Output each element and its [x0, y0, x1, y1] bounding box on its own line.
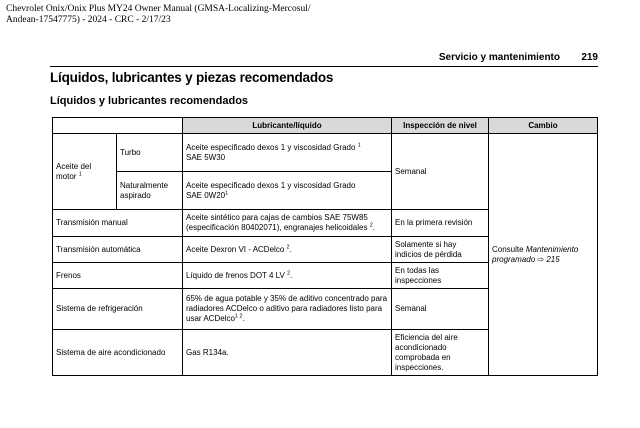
page-number: 219 — [581, 52, 598, 63]
cooling-spec: 65% de agua potable y 35% de aditivo concentrado para radiadores ACDelco o aditivo para radiadores listo para usar ACDelco$^{1 2}$. — [183, 289, 392, 330]
section-title: Servicio y mantenimiento — [438, 52, 560, 63]
page-reference: 215 — [546, 254, 560, 264]
maintenance-link[interactable]: Mantenimiento programado — [492, 244, 579, 264]
brakes-inspection: En todas las inspecciones — [392, 263, 489, 289]
header-inspection: Inspección de nivel — [392, 118, 489, 134]
header-rule — [50, 66, 598, 67]
brakes-spec: Líquido de frenos DOT 4 LV $^2$. — [183, 263, 392, 289]
header-change: Cambio — [489, 118, 598, 134]
turbo-spec: Aceite especificado dexos 1 y viscosidad Grado $^1$ SAE 5W30 — [183, 134, 392, 172]
lubricants-table — [52, 117, 598, 376]
document-header-line-1: Chevrolet Onix/Onix Plus MY24 Owner Manual (GMSA-Localizing-Mercosul/ — [6, 4, 311, 14]
document-header — [6, 4, 426, 26]
engine-oil-label: Aceite del motor $^1$ — [53, 134, 117, 210]
cooling-label: Sistema de refrigeración — [53, 289, 183, 330]
air-conditioning-inspection: Eficiencia del aire acondicionado comprobada en inspecciones. — [392, 330, 489, 376]
manual-transmission-label: Transmisión manual — [53, 210, 183, 237]
section-subtitle: Líquidos y lubricantes recomendados — [50, 95, 249, 107]
change-cell: Consulte Mantenimiento programado ⇨ 215 — [489, 134, 598, 376]
arrow-icon: ⇨ — [537, 254, 545, 264]
table-row — [53, 134, 598, 172]
page-title: Líquidos, lubricantes y piezas recomendados — [50, 70, 334, 85]
document-header-line-2: Andean-17547775) - 2024 - CRC - 2/17/23 — [6, 15, 171, 25]
header-blank — [53, 118, 183, 134]
header-lubricant: Lubricante/líquido — [183, 118, 392, 134]
cooling-inspection: Semanal — [392, 289, 489, 330]
brakes-label: Frenos — [53, 263, 183, 289]
turbo-label: Turbo — [117, 134, 183, 172]
table-header-row — [53, 118, 598, 134]
air-conditioning-spec: Gas R134a. — [183, 330, 392, 376]
manual-transmission-inspection: En la primera revisión — [392, 210, 489, 237]
automatic-transmission-spec: Aceite Dexron VI - ACDelco $^2$. — [183, 237, 392, 263]
automatic-transmission-label: Transmisión automática — [53, 237, 183, 263]
engine-oil-inspection: Semanal — [392, 134, 489, 210]
aspirated-label: Naturalmente aspirado — [117, 172, 183, 210]
automatic-transmission-inspection: Solamente si hay indicios de pérdida — [392, 237, 489, 263]
manual-transmission-spec: Aceite sintético para cajas de cambios SAE 75W85 (especificación 80402071), engranajes helicoidales $^2$. — [183, 210, 392, 237]
aspirated-spec: Aceite especificado dexos 1 y viscosidad Grado SAE $0W20^1$ — [183, 172, 392, 210]
air-conditioning-label: Sistema de aire acondicionado — [53, 330, 183, 376]
